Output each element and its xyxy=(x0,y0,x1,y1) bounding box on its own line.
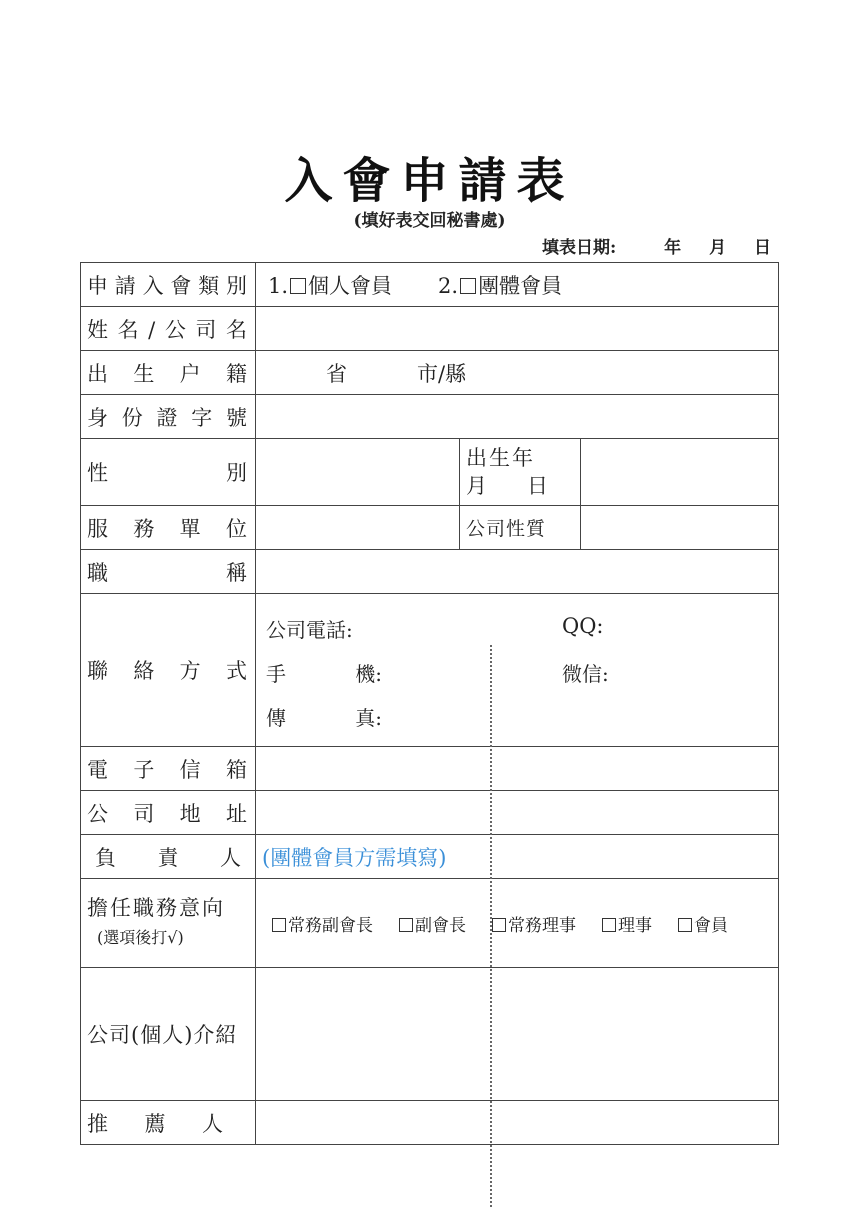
id-label: 身份證字號 xyxy=(81,395,256,439)
group-member-note: (團體會員方需填寫) xyxy=(256,835,779,879)
option-group-number: 2. xyxy=(438,273,459,298)
fill-date xyxy=(542,233,771,258)
date-month[interactable]: 月 xyxy=(709,238,727,258)
company-nature-label: 公司性質 xyxy=(460,506,581,550)
date-day[interactable]: 日 xyxy=(754,238,771,258)
row-duty xyxy=(81,879,779,968)
contact-field xyxy=(256,594,779,747)
birthdate-label-line1: 出生年 xyxy=(466,446,535,470)
name-label: 姓名/公司名 xyxy=(81,307,256,351)
row-contact xyxy=(81,594,779,747)
duty-label-main: 擔任職務意向 xyxy=(87,896,225,920)
introduction-label: 公司(個人)介紹 xyxy=(81,968,256,1101)
duty-checkbox-2[interactable] xyxy=(399,918,413,932)
work-unit-field[interactable] xyxy=(256,506,460,550)
birthdate-label-line2: 月 日 xyxy=(466,474,550,498)
duty-option-4[interactable]: 理事 xyxy=(600,911,652,936)
row-birthplace xyxy=(81,351,779,395)
row-email xyxy=(81,747,779,791)
fax-label-b: 真: xyxy=(355,706,382,730)
company-nature-field[interactable] xyxy=(581,506,779,550)
checkbox-group[interactable] xyxy=(460,278,476,294)
city-label: 市/縣 xyxy=(417,361,467,386)
job-title-field[interactable] xyxy=(256,550,779,594)
introduction-field[interactable] xyxy=(256,968,779,1101)
person-in-charge-label: 負責人 xyxy=(81,835,256,879)
wechat-line[interactable] xyxy=(562,658,609,687)
duty-options xyxy=(256,879,779,968)
id-field[interactable] xyxy=(256,395,779,439)
fill-date-label: 填表日期: xyxy=(541,238,617,258)
referrer-label: 推薦人 xyxy=(81,1101,256,1145)
duty-checkbox-1[interactable] xyxy=(272,918,286,932)
row-work-unit xyxy=(81,506,779,550)
work-unit-label: 服務單位 xyxy=(81,506,256,550)
row-address xyxy=(81,791,779,835)
email-field[interactable] xyxy=(256,747,779,791)
member-type-label: 申請入會類別 xyxy=(81,263,256,307)
qq-label: QQ: xyxy=(562,614,604,638)
gender-label: 性別 xyxy=(81,439,256,506)
mobile-label-b: 機: xyxy=(355,662,382,686)
address-label: 公司地址 xyxy=(81,791,256,835)
option-individual[interactable] xyxy=(268,270,392,300)
mobile-label-a: 手 xyxy=(266,662,286,686)
member-type-options xyxy=(256,263,779,307)
duty-option-1[interactable]: 常務副會長 xyxy=(270,911,373,936)
birthdate-label xyxy=(460,439,581,506)
checkbox-individual[interactable] xyxy=(290,278,306,294)
duty-option-2[interactable]: 副會長 xyxy=(397,911,466,936)
fax-line[interactable] xyxy=(266,702,382,731)
contact-label: 聯絡方式 xyxy=(81,594,256,747)
row-job-title xyxy=(81,550,779,594)
duty-option-5[interactable]: 會員 xyxy=(676,911,728,936)
row-name xyxy=(81,307,779,351)
duty-checkbox-5[interactable] xyxy=(678,918,692,932)
email-label: 電子信箱 xyxy=(81,747,256,791)
row-member-type xyxy=(81,263,779,307)
row-gender-birthdate xyxy=(81,439,779,506)
duty-checkbox-3[interactable] xyxy=(492,918,506,932)
birthdate-field[interactable] xyxy=(581,439,779,506)
company-phone-label: 公司電話: xyxy=(266,618,353,642)
gender-field[interactable] xyxy=(256,439,460,506)
duty-label-sub: (選項後打√) xyxy=(97,928,184,947)
option-individual-label: 個人會員 xyxy=(308,273,393,298)
name-field[interactable] xyxy=(256,307,779,351)
row-introduction xyxy=(81,968,779,1101)
option-group[interactable] xyxy=(438,270,562,300)
province-label: 省 xyxy=(326,361,347,386)
date-year[interactable]: 年 xyxy=(664,238,682,258)
birthplace-label: 出生户籍 xyxy=(81,351,256,395)
duty-label xyxy=(81,879,256,968)
row-referrer xyxy=(81,1101,779,1145)
form-subtitle: (填好表交回秘書處) xyxy=(353,211,506,231)
fax-label-a: 傳 xyxy=(266,706,286,730)
option-individual-number: 1. xyxy=(268,273,289,298)
qq-line[interactable] xyxy=(562,614,604,638)
option-group-label: 團體會員 xyxy=(478,273,563,298)
application-form-table xyxy=(80,262,779,1145)
birthplace-field[interactable] xyxy=(256,351,779,395)
mobile-line[interactable] xyxy=(266,658,382,687)
form-title: 入會申請表 xyxy=(284,153,575,209)
referrer-field[interactable] xyxy=(256,1101,779,1145)
fold-guide-dotted-line xyxy=(490,645,492,1207)
row-person-in-charge xyxy=(81,835,779,879)
duty-checkbox-4[interactable] xyxy=(602,918,616,932)
address-field[interactable] xyxy=(256,791,779,835)
row-id xyxy=(81,395,779,439)
company-phone-line[interactable] xyxy=(266,614,353,643)
job-title-label: 職稱 xyxy=(81,550,256,594)
duty-option-3[interactable]: 常務理事 xyxy=(490,911,576,936)
wechat-label: 微信: xyxy=(562,662,609,686)
